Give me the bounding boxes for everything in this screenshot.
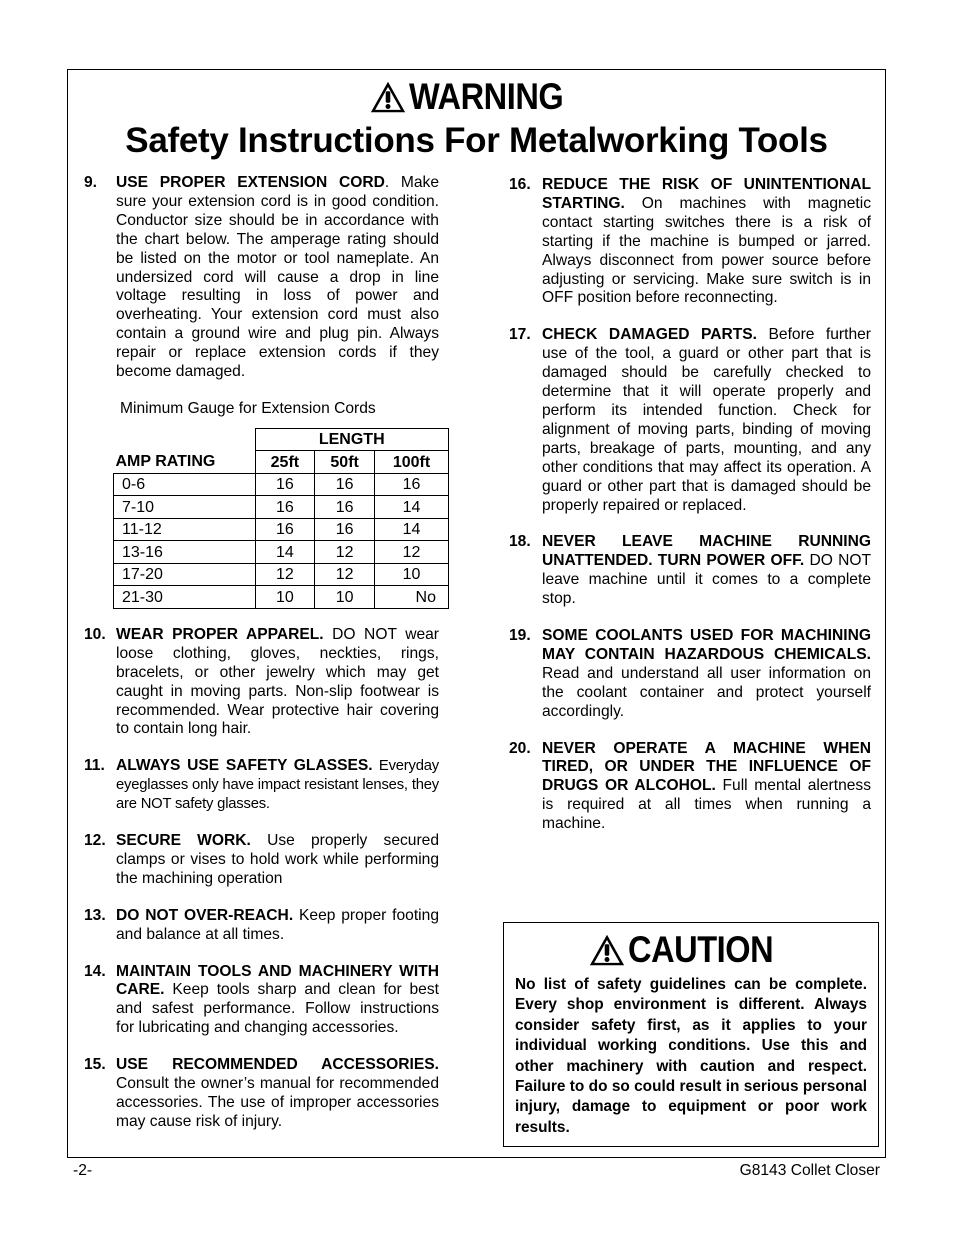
warning-word: WARNING	[408, 76, 564, 117]
item-text: Use properly secured clamps or vises to hold work while performing the machining operation	[116, 832, 439, 887]
item-number: 10.	[84, 625, 106, 643]
table-row: 17-20 12 12 10	[114, 563, 449, 586]
page-title: Safety Instructions For Metalworking Tools	[125, 121, 828, 160]
item-number: 11.	[84, 757, 105, 775]
item-number: 19.	[509, 627, 531, 645]
warning-banner	[67, 76, 886, 118]
list-item-17	[509, 326, 871, 515]
item-heading: ALWAYS USE SAFETY GLASSES.	[116, 757, 373, 775]
caution-box	[503, 922, 879, 1147]
item-number: 15.	[84, 1056, 106, 1074]
caution-word: CAUTION	[628, 929, 774, 970]
item-heading: SECURE WORK.	[116, 832, 251, 850]
item-number: 12.	[84, 832, 106, 850]
item-number: 13.	[84, 906, 106, 924]
gauge-table	[113, 428, 449, 609]
item-text: Full mental alertness is required at all times when running a machine.	[542, 777, 872, 833]
length-header: LENGTH	[255, 428, 449, 451]
item-text: DO NOT leave machine until it comes to a complete stop.	[542, 552, 871, 608]
list-item-20	[509, 740, 871, 835]
item-number: 16.	[509, 176, 531, 193]
table-row: 11-12 16 16 14	[114, 518, 449, 541]
caution-text: No list of safety guidelines can be complete. Every shop environment is different. Always consider safety first, as it applies to your individual working conditions. Use this and other machinery with caution and respect. Failure to do so could result in serious personal injury, damage to equipment or poor work results.	[515, 976, 867, 1136]
list-item-11	[84, 757, 439, 814]
table-row: 7-10 16 16 14	[114, 496, 449, 519]
table-caption: Minimum Gauge for Extension Cords	[120, 399, 376, 417]
caution-triangle-icon	[588, 932, 626, 968]
item-text: Before further use of the tool, a guard or other part that is damaged should be carefully checked to determine that it will operate properly and perform its intended function. Check for alignment of moving parts, binding of moving parts, breakage of parts, mounting, and any other conditions that may affect its operation. A guard or other part that is damaged should be properly repaired or replaced.	[542, 326, 871, 514]
warning-triangle-icon	[369, 79, 407, 115]
gauge-table-section	[84, 400, 439, 609]
item-heading: USE PROPER EXTENSION CORD	[116, 174, 385, 191]
item-heading: CHECK DAMAGED PARTS.	[542, 326, 758, 344]
item-number: 9.	[84, 174, 98, 191]
item-text: Keep proper footing and balance at all times.	[116, 906, 439, 943]
list-item-9	[84, 174, 439, 382]
left-column	[84, 174, 439, 1150]
column-header: 100ft	[375, 451, 449, 474]
item-heading: WEAR PROPER APPAREL.	[116, 625, 324, 643]
item-text: . Make sure your extension cord is in good condition. Conductor size should be in accordance with the chart below. The amperage rating should be listed on the motor or tool nameplate. An undersized cord will cause a drop in line voltage resulting in loss of power and overheating. Your extension cord must also contain a ground wire and plug pin. Always repair or replace extension cords if they become damaged.	[116, 174, 439, 381]
product-name: G8143 Collet Closer	[739, 1162, 880, 1179]
item-number: 17.	[509, 326, 531, 344]
item-heading: REDUCE THE RISK OF UNINTENTIONAL STARTING.	[542, 176, 871, 212]
item-heading: USE RECOMMENDED ACCESSORIES.	[116, 1056, 439, 1074]
list-item-14	[84, 963, 439, 1039]
list-item-13	[84, 907, 439, 945]
item-text: DO NOT wear loose clothing, gloves, neckties, rings, bracelets, or other jewelry which may get caught in moving parts. Non-slip footwear is recommended. Wear protective hair covering to contain long hair.	[116, 625, 439, 738]
item-text: Keep tools sharp and clean for best and safest performance. Follow instructions for lubricating and changing accessories.	[116, 981, 439, 1037]
list-item-10	[84, 626, 439, 739]
item-heading: NEVER LEAVE MACHINE RUNNING UNATTENDED. TURN POWER OFF.	[542, 533, 871, 570]
column-header: AMP RATING	[114, 451, 256, 474]
page-header	[67, 76, 886, 161]
table-row: 21-30 10 10 No	[114, 586, 449, 609]
table-header-row	[114, 451, 449, 474]
item-text: Consult the owner’s manual for recommended accessories. The use of improper accessories may cause risk of injury.	[116, 1075, 439, 1130]
item-number: 18.	[509, 533, 531, 551]
item-heading: NEVER OPERATE A MACHINE WHEN TIRED, OR UNDER THE INFLUENCE OF DRUGS OR ALCOHOL.	[542, 739, 871, 795]
list-item-16	[509, 176, 871, 308]
item-number: 14.	[84, 962, 106, 980]
item-text: Everyday eyeglasses only have impact resistant lenses, they are NOT safety glasses.	[116, 758, 439, 813]
list-item-12	[84, 832, 439, 889]
list-item-18	[509, 533, 871, 609]
item-heading: DO NOT OVER-REACH.	[116, 906, 294, 924]
item-number: 20.	[509, 739, 531, 757]
page-number: -2-	[73, 1162, 93, 1179]
column-header: 50ft	[315, 451, 375, 474]
table-row: 13-16 14 12 12	[114, 541, 449, 564]
table-row: 0-6 16 16 16	[114, 473, 449, 496]
item-text: On machines with magnetic contact starting switches there is a risk of starting if the machine is bumped or jarred. Always disconnect from power source before adjusting or servicing. Make sure switch is in OFF position before reconnecting.	[542, 194, 871, 307]
item-heading: SOME COOLANTS USED FOR MACHINING MAY CONTAIN HAZARDOUS CHEMICALS.	[542, 627, 871, 663]
right-column	[509, 176, 871, 852]
item-text: Read and understand all user information on the coolant container and protect yourself accordingly.	[542, 664, 871, 720]
list-item-15	[84, 1056, 439, 1132]
column-header: 25ft	[255, 451, 315, 474]
caution-banner	[504, 929, 878, 971]
item-heading: MAINTAIN TOOLS AND MACHINERY WITH CARE.	[116, 962, 439, 999]
list-item-19	[509, 627, 871, 722]
table-header-row	[114, 428, 449, 451]
